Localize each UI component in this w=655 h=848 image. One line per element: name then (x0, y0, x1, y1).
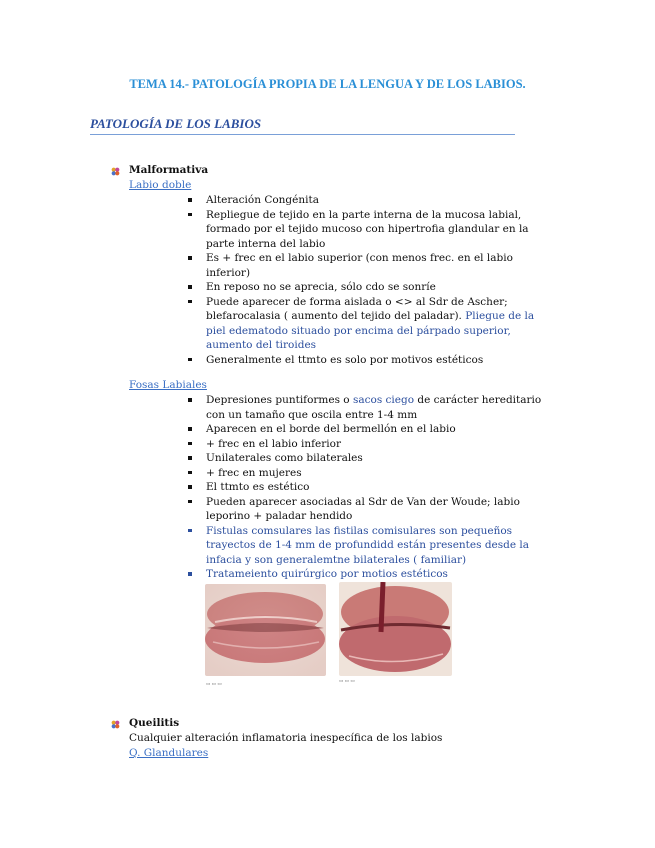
square-bullet-icon (188, 285, 192, 289)
section-divider (90, 134, 515, 135)
list-item: En reposo no se aprecia, sólo cdo se sonríe (188, 280, 548, 295)
photo-caption-right: ▭ ▭ ▭ (339, 679, 355, 684)
square-bullet-icon (188, 198, 192, 202)
square-bullet-icon (188, 256, 192, 260)
list-item: El ttmto es estético (188, 480, 548, 495)
list-item: Pueden aparecer asociadas al Sdr de Van der Woude; labio leporino + paladar hendido (188, 495, 548, 524)
square-bullet-icon (188, 485, 192, 489)
list-item: Alteración Congénita (188, 193, 548, 208)
square-bullet-icon (188, 398, 192, 402)
list-item: + frec en el labio inferior (188, 437, 548, 452)
square-bullet-icon (188, 300, 192, 304)
square-bullet-icon (188, 471, 192, 475)
square-bullet-icon (188, 442, 192, 446)
link-labio-doble[interactable]: Labio doble (129, 179, 192, 191)
page-title: TEMA 14.- PATOLOGÍA PROPIA DE LA LENGUA Y DE LOS LABIOS. (129, 77, 526, 91)
list-item: Repliegue de tejido en la parte interna de la mucosa labial, formado por el tejido mucoso con hipertrofia glandular en la parte interna del labio (188, 208, 548, 252)
flower-bullet-icon (111, 720, 120, 729)
link-q-glandulares[interactable]: Q. Glandulares (129, 747, 209, 759)
queilitis-description: Cualquier alteración inflamatoria inespecífica de los labios (129, 732, 443, 744)
list-item: Es + frec en el labio superior (con menos frec. en el labio inferior) (188, 251, 548, 280)
square-bullet-icon (188, 529, 192, 533)
square-bullet-icon (188, 500, 192, 504)
flower-bullet-icon (111, 167, 120, 176)
list-item: Tratameiento quirúrgico por motios estéticos (188, 567, 548, 582)
list-item: Puede aparecer de forma aislada o <> al Sdr de Ascher; blefarocalasia ( aumento del tejido del paladar). Pliegue de la piel edematodo situado por encima del párpado superior, aumento del tiroides (188, 295, 548, 353)
square-bullet-icon (188, 456, 192, 460)
photo-caption-left: ▭ ▭ ▭ (206, 682, 222, 687)
lip-photo-right (339, 582, 452, 676)
list-item: Aparecen en el borde del bermellón en el labio (188, 422, 548, 437)
list-fosas-labiales (188, 393, 548, 582)
link-fosas-labiales[interactable]: Fosas Labiales (129, 379, 207, 391)
square-bullet-icon (188, 213, 192, 217)
list-labio-doble (188, 193, 548, 367)
square-bullet-icon (188, 427, 192, 431)
heading-queilitis: Queilitis (129, 717, 180, 729)
list-item: Fistulas comsulares las fistilas comisulares son pequeños trayectos de 1-4 mm de profundidd están presentes desde la infacia y son generalemtne bilaterales ( familiar) (188, 524, 548, 568)
heading-malformativa: Malformativa (129, 164, 209, 176)
lip-photo-left (205, 584, 326, 676)
list-item: Generalmente el ttmto es solo por motivos estéticos (188, 353, 548, 368)
list-item: Unilaterales como bilaterales (188, 451, 548, 466)
section-title: PATOLOGÍA DE LOS LABIOS (90, 116, 262, 131)
list-item: + frec en mujeres (188, 466, 548, 481)
square-bullet-icon (188, 572, 192, 576)
list-item: Depresiones puntiformes o sacos ciego de carácter hereditario con un tamaño que oscila entre 1-4 mm (188, 393, 548, 422)
square-bullet-icon (188, 358, 192, 362)
